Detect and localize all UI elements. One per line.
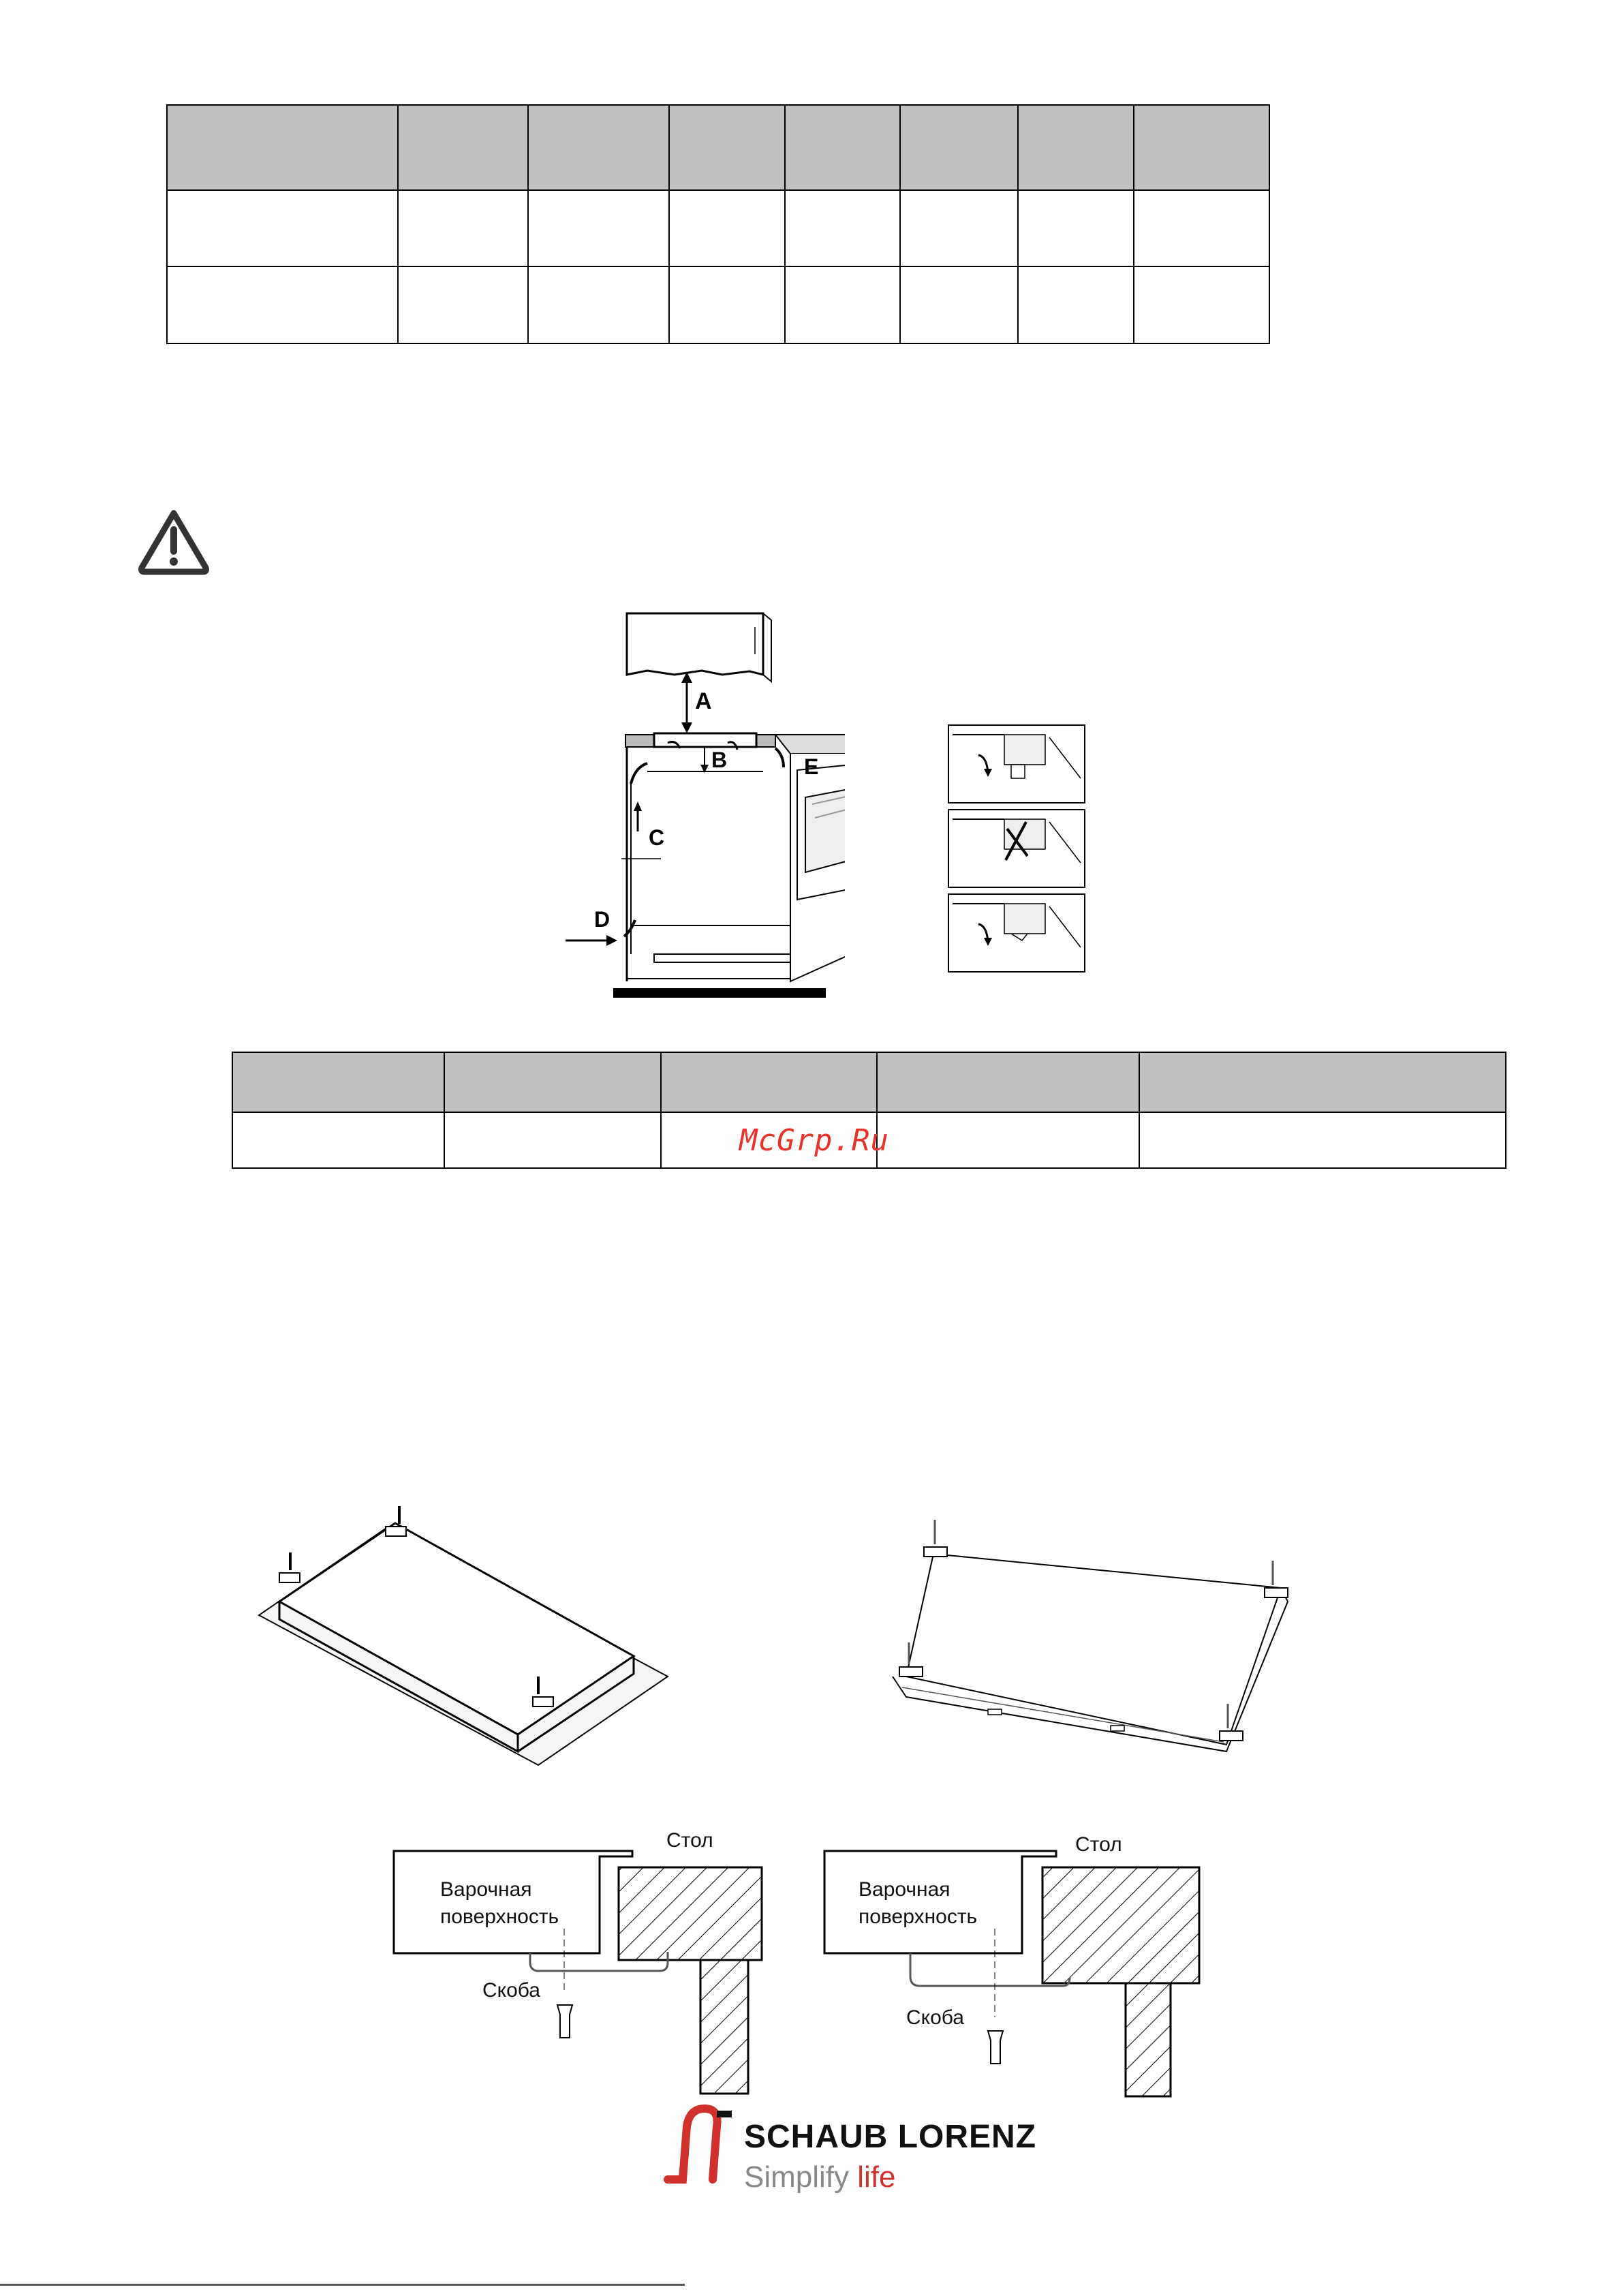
table-header-cell <box>785 105 900 190</box>
table-cell <box>528 190 669 267</box>
table-cell <box>167 190 398 267</box>
label-d: D <box>594 907 610 932</box>
table-row <box>167 266 1269 343</box>
table-header-cell <box>669 105 784 190</box>
bracket-label: Скоба <box>906 2006 964 2029</box>
table-cell <box>900 266 1018 343</box>
table-cell <box>1134 190 1269 267</box>
table-header-cell <box>528 105 669 190</box>
footer-line <box>0 2284 685 2286</box>
table-header-cell <box>877 1052 1139 1112</box>
bracket <box>924 1520 947 1557</box>
bracket-detail-panels <box>947 724 1087 976</box>
warning-icon <box>136 508 211 576</box>
table-header-row <box>232 1052 1506 1112</box>
table-cell <box>398 190 528 267</box>
table-row <box>167 190 1269 267</box>
tagline-gray: Simplify <box>744 2160 850 2194</box>
table-header-cell <box>900 105 1018 190</box>
table-cell <box>1139 1112 1506 1168</box>
table-header-cell <box>444 1052 662 1112</box>
table-cell <box>785 190 900 267</box>
hob-label-line1: Варочная <box>859 1878 950 1901</box>
bracket-label: Скоба <box>482 1979 540 2002</box>
table-cell <box>528 266 669 343</box>
watermark: McGrp.Ru <box>739 1123 889 1158</box>
table-header-cell <box>167 105 398 190</box>
hob-top-view-diagram <box>879 1493 1329 1765</box>
label-c: C <box>649 825 665 850</box>
table-header-cell <box>1018 105 1133 190</box>
specifications-table-top <box>166 104 1270 344</box>
table-cell <box>669 190 784 267</box>
table-cell <box>669 266 784 343</box>
table-cell <box>1018 266 1133 343</box>
brand-name <box>744 2118 1036 2156</box>
tagline-red: life <box>857 2160 896 2194</box>
table-header-cell <box>232 1052 444 1112</box>
table-header-cell <box>1134 105 1269 190</box>
table-cell <box>167 266 398 343</box>
bracket <box>279 1552 300 1582</box>
table-header-row <box>167 105 1269 190</box>
hob-label-line2: поверхность <box>440 1905 559 1928</box>
table-header-cell <box>398 105 528 190</box>
brand-first: SCHAUB <box>744 2119 888 2155</box>
hob-label-line1: Варочная <box>440 1878 532 1901</box>
table-cell <box>444 1112 662 1168</box>
bracket <box>386 1506 406 1536</box>
bracket <box>1265 1561 1288 1597</box>
table-header-cell <box>1139 1052 1506 1112</box>
table-cell <box>232 1112 444 1168</box>
table-cell <box>398 266 528 343</box>
label-e: E <box>804 754 819 779</box>
label-a: A <box>695 688 712 714</box>
table-header-cell <box>661 1052 877 1112</box>
table-label: Стол <box>1075 1833 1122 1856</box>
installation-clearance-diagram <box>559 600 845 1009</box>
cross-section-right <box>818 1826 1226 2099</box>
hob-bottom-view-diagram <box>252 1499 675 1772</box>
label-b: B <box>711 748 728 772</box>
table-cell <box>785 266 900 343</box>
brand-second: LORENZ <box>897 2119 1037 2155</box>
hob-label-line2: поверхность <box>859 1905 978 1928</box>
logo-mark-icon <box>662 2099 737 2188</box>
table-label: Стол <box>666 1829 713 1852</box>
table-cell <box>900 190 1018 267</box>
cross-section-left <box>387 1826 782 2099</box>
table-cell <box>1018 190 1133 267</box>
table-cell <box>1134 266 1269 343</box>
tagline <box>744 2160 896 2194</box>
table-cell <box>877 1112 1139 1168</box>
schaub-lorenz-logo <box>662 2099 1071 2194</box>
